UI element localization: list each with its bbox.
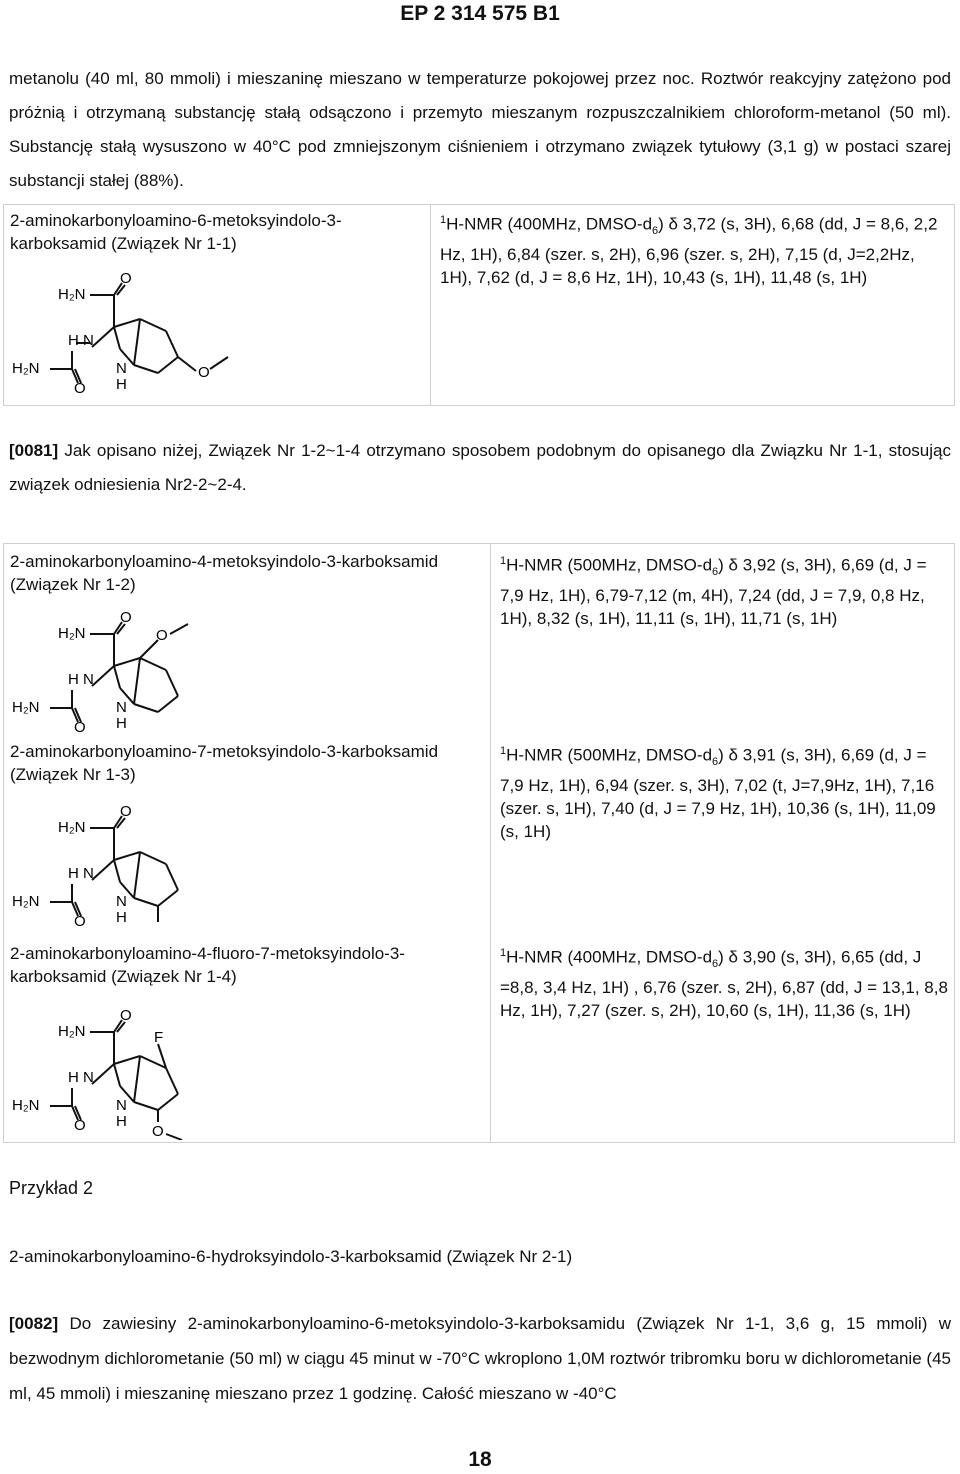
structure-1-3 — [10, 806, 240, 931]
nmr-superscript: 1 — [500, 745, 507, 757]
compound-1-3-name: 2-aminokarbonyloamino-7-metoksyindolo-3-karboksamid (Związek Nr 1-3) — [10, 742, 439, 784]
paragraph-0082 — [9, 1306, 951, 1411]
struct-o-label-2: O — [74, 1117, 86, 1134]
nmr-superscript: 1 — [440, 214, 447, 226]
compound-1-4-name: 2-aminokarbonyloamino-4-fluoro-7-metoksyindolo-3-karboksamid (Związek Nr 1-4) — [10, 944, 405, 986]
struct-nh-label: H N — [68, 1069, 94, 1086]
table-divider — [430, 205, 431, 405]
struct-h2n-label-2: H₂N — [12, 1097, 40, 1114]
nmr-prefix: H-NMR (500MHz, DMSO-d — [506, 745, 713, 765]
struct-h2n-label: H₂N — [58, 286, 86, 303]
paragraph-tag: [0082] — [9, 1314, 59, 1333]
struct-nh-ring-h: H — [116, 715, 127, 732]
nmr-superscript: 1 — [500, 947, 507, 959]
struct-nh-label: H N — [68, 332, 94, 349]
struct-o-label: O — [120, 806, 132, 820]
nmr-superscript: 1 — [500, 555, 507, 567]
struct-nh-ring-h: H — [116, 909, 127, 926]
struct-nh-label: H N — [68, 865, 94, 882]
struct-o-label: O — [120, 273, 132, 287]
struct-methoxy-o: O — [156, 627, 168, 644]
struct-o-label: O — [120, 1010, 132, 1024]
struct-h2n-label-2: H₂N — [12, 699, 40, 716]
page-number: 18 — [468, 1448, 492, 1471]
struct-o-label-2: O — [74, 719, 86, 732]
paragraph-text: Do zawiesiny 2-aminokarbonyloamino-6-metoksyindolo-3-karboksamidu (Związek Nr 1-1, 3,6 g, 15 mmoli) w bezwodnym dichlorometanie (50 ml) w ciągu 45 minut w -70°C wkroplono 1,0M roztwór tribromku boru w dichlorometanie (45 ml, 45 mmoli) i mieszaninę mieszano przez 1 godzinę. Całość mieszano w -40°C — [9, 1314, 951, 1403]
nmr-prefix: H-NMR (400MHz, DMSO-d — [446, 214, 653, 234]
nmr-prefix: H-NMR (500MHz, DMSO-d — [506, 555, 713, 575]
struct-methoxy-o: O — [152, 1123, 164, 1140]
compound-table-1 — [3, 204, 955, 406]
struct-nh-ring-label: N — [116, 893, 127, 910]
struct-h2n-label: H₂N — [58, 819, 86, 836]
struct-nh-ring-h: H — [116, 376, 127, 393]
intro-paragraph: metanolu (40 ml, 80 mmoli) i mieszaninę mieszano w temperaturze pokojowej przez noc. Roztwór reakcyjny zatężono pod próżnią i otrzymaną substancję stałą odsączono i przemyto mieszanym rozpuszczalnikiem chloroform-metanol (50 ml). Substancję stałą wysuszono w 40°C pod zmniejszonym ciśnieniem i otrzymano związek tytułowy (3,1 g) w postaci szarej substancji stałej (88%). — [9, 69, 951, 190]
example-heading: Przykład 2 — [9, 1178, 94, 1198]
nmr-subscript: 6 — [712, 756, 719, 769]
nmr-prefix: H-NMR (400MHz, DMSO-d — [506, 947, 713, 967]
struct-nh-ring-h: H — [116, 1113, 127, 1130]
struct-o-label-2: O — [74, 380, 86, 393]
struct-methoxy-o: O — [198, 364, 210, 381]
compound-table-2 — [3, 543, 955, 1143]
nmr-data: ) δ 3,72 (s, 3H), 6,68 (dd, J = 8,6, 2,2 Hz, 1H), 6,84 (szer. s, 2H), 6,96 (szer. s, 2H), 7,15 (d, J=2,2Hz, 1H), 7,62 (d, J = 8,6 Hz, 1H), 10,43 (s, 1H), 11,48 (s, 1H) — [440, 214, 938, 288]
struct-h2n-label-2: H₂N — [12, 893, 40, 910]
struct-h2n-label: H₂N — [58, 1023, 86, 1040]
struct-nh-ring-label: N — [116, 699, 127, 716]
paragraph-tag: [0081] — [9, 441, 59, 460]
table-divider — [490, 544, 491, 1142]
patent-number-header: EP 2 314 575 B1 — [400, 2, 560, 25]
compound-1-2-name: 2-aminokarbonyloamino-4-metoksyindolo-3-karboksamid (Związek Nr 1-2) — [10, 552, 439, 594]
nmr-subscript: 6 — [652, 225, 659, 238]
compound-1-3-nmr — [500, 740, 950, 843]
struct-nh-ring-label: N — [116, 360, 127, 377]
struct-nh-label: H N — [68, 671, 94, 688]
struct-h2n-label: H₂N — [58, 625, 86, 642]
nmr-subscript: 6 — [712, 958, 719, 971]
structure-1-4 — [10, 1010, 240, 1145]
paragraph-0081 — [9, 434, 951, 502]
structure-1-2 — [10, 612, 240, 737]
struct-nh-ring-label: N — [116, 1097, 127, 1114]
nmr-subscript: 6 — [712, 566, 719, 579]
example-compound-title: 2-aminokarbonyloamino-6-hydroksyindolo-3-karboksamid (Związek Nr 2-1) — [9, 1247, 573, 1266]
compound-1-4-nmr — [500, 942, 950, 1022]
nmr-data: ) δ 3,90 (s, 3H), 6,65 (dd, J =8,8, 3,4 Hz, 1H) , 6,76 (szer. s, 2H), 6,87 (dd, J = 13,1, 8,8 Hz, 1H), 7,27 (szer. s, 2H), 10,60 (s, 1H), 11,36 (s, 1H) — [500, 947, 948, 1021]
structure-1-1 — [10, 273, 240, 398]
paragraph-text: Jak opisano niżej, Związek Nr 1-2~1-4 otrzymano sposobem podobnym do opisanego dla Związku Nr 1-1, stosując związek odniesienia Nr2-2~2-4. — [9, 441, 951, 494]
nmr-data: ) δ 3,91 (s, 3H), 6,69 (d, J = 7,9 Hz, 1H), 6,94 (szer. s, 3H), 7,02 (t, J=7,9Hz, 1H), 7,16 (szer. s, 1H), 7,40 (d, J = 7,9 Hz, 1H), 10,36 (s, 1H), 11,09 (s, 1H) — [500, 745, 936, 842]
struct-f-label: F — [154, 1029, 164, 1046]
compound-1-1-name: 2-aminokarbonyloamino-6-metoksyindolo-3-karboksamid (Związek Nr 1-1) — [10, 211, 342, 253]
struct-h2n-label-2: H₂N — [12, 360, 40, 377]
compound-1-2-nmr — [500, 550, 950, 630]
compound-1-1-nmr — [440, 209, 950, 289]
nmr-data: ) δ 3,92 (s, 3H), 6,69 (d, J = 7,9 Hz, 1H), 6,79-7,12 (m, 4H), 7,24 (dd, J = 7,9, 0,8 Hz, 1H), 8,32 (s, 1H), 11,11 (s, 1H), 11,71 (s, 1H) — [500, 555, 927, 629]
struct-o-label-2: O — [74, 913, 86, 926]
struct-o-label: O — [120, 612, 132, 626]
